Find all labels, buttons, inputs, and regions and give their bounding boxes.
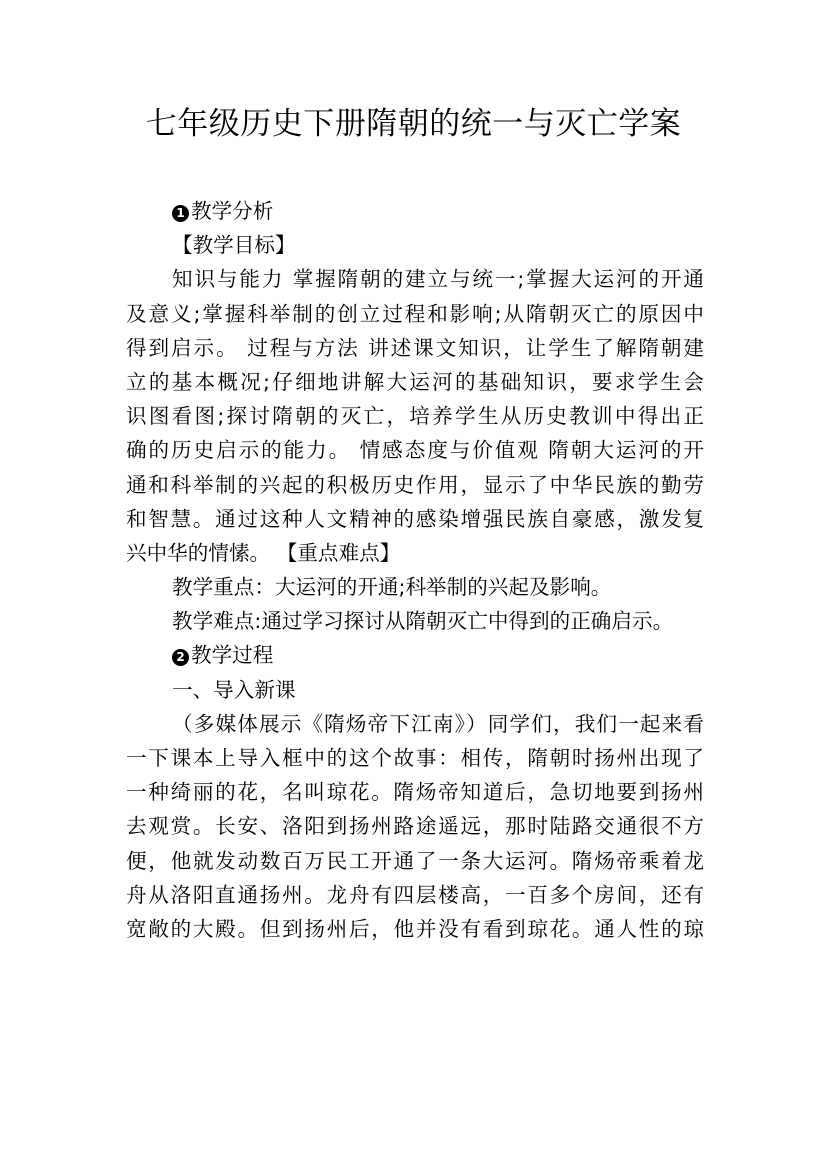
section-heading-text: 教学过程 <box>191 643 274 668</box>
section-heading-analysis <box>126 194 704 228</box>
paragraph-line: 通和科举制的兴起的积极历史作用，显示了中华民族的勤劳 <box>126 472 704 497</box>
paragraph-line: 识图看图;探讨隋朝的灭亡，培养学生从历史教训中得出正 <box>126 404 704 429</box>
document-body <box>126 194 704 946</box>
paragraph-line: 及意义;掌握科举制的创立过程和影响;从隋朝灭亡的原因中 <box>126 301 704 326</box>
paragraph-line: 一种绮丽的花，名叫琼花。隋炀帝知道后，急切地要到扬州 <box>126 780 704 805</box>
paragraph-line: 和智慧。通过这种人文精神的感染增强民族自豪感，激发复 <box>126 506 704 531</box>
section-heading-text: 教学分析 <box>191 199 274 223</box>
circled-number-icon: 2 <box>172 649 189 666</box>
paragraph-line: 一下课本上导入框中的这个故事：相传，隋朝时扬州出现了 <box>126 746 704 770</box>
section-heading-process <box>126 638 704 672</box>
document-title: 七年级历史下册隋朝的统一与灭亡学案 <box>145 106 682 142</box>
paragraph-line: 立的基本概况;仔细地讲解大运河的基础知识，要求学生会 <box>126 369 704 394</box>
objectives-heading: 【教学目标】 <box>172 233 296 258</box>
difficult-point: 教学难点:通过学习探讨从隋朝灭亡中得到的正确启示。 <box>172 609 674 634</box>
paragraph-line: 知识与能力 掌握隋朝的建立与统一;掌握大运河的开通 <box>172 267 704 292</box>
circled-number-icon: 1 <box>172 205 189 222</box>
paragraph-line: 舟从洛阳直通扬州。龙舟有四层楼高，一百多个房间，还有 <box>126 882 704 907</box>
subsection-heading: 一、导入新课 <box>172 677 296 702</box>
paragraph-line: 得到启示。 过程与方法 讲述课文知识，让学生了解隋朝建 <box>126 335 704 360</box>
paragraph-line: 兴中华的情愫。 【重点难点】 <box>126 540 401 565</box>
paragraph-line: 确的历史启示的能力。 情感态度与价值观 隋朝大运河的开 <box>126 438 704 463</box>
paragraph-line: 宽敞的大殿。但到扬州后，他并没有看到琼花。通人性的琼 <box>126 916 704 941</box>
paragraph-line: （多媒体展示《隋炀帝下江南》）同学们，我们一起来看 <box>172 711 704 736</box>
paragraph-line: 去观赏。长安、洛阳到扬州路途遥远，那时陆路交通很不方 <box>126 814 704 839</box>
paragraph-line: 便，他就发动数百万民工开通了一条大运河。隋炀帝乘着龙 <box>126 848 704 873</box>
key-point: 教学重点：大运河的开通;科举制的兴起及影响。 <box>172 575 612 600</box>
